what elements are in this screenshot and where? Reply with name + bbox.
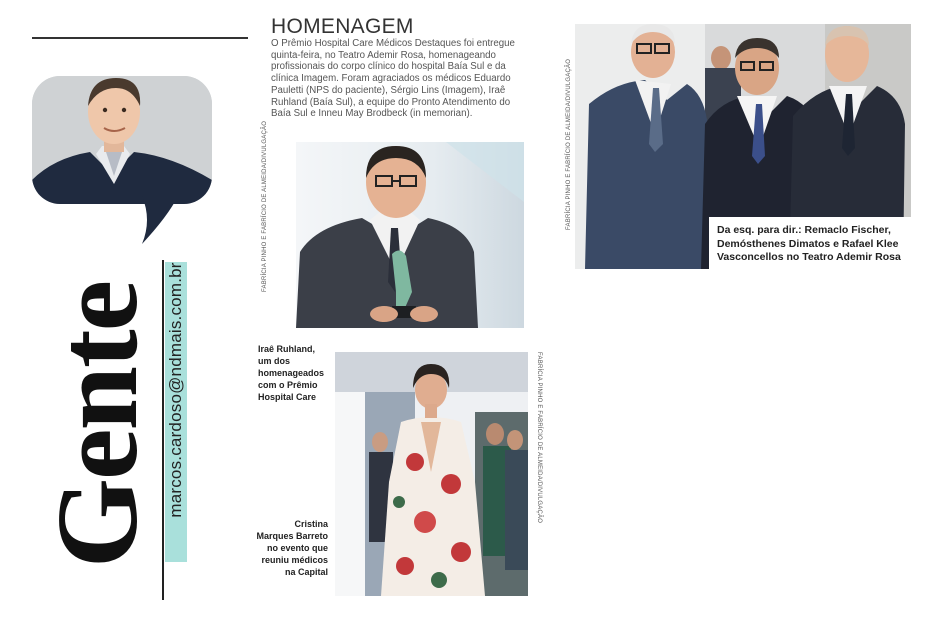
caption-trophy: Iraê Ruhland, um dos homenageados com o Prêmio Hospital Care	[258, 344, 325, 402]
speech-bubble-tail	[138, 196, 178, 244]
photo-credit-trophy: FABRÍCIA PINHO E FABRÍCIO DE ALMEIDA/DIVULGAÇÃO	[262, 120, 268, 292]
photo-credit-group: FABRÍCIA PINHO E FABRÍCIO DE ALMEIDA/DIVULGAÇÃO	[566, 58, 572, 230]
columnist-portrait	[32, 76, 212, 204]
header-rule	[32, 37, 248, 39]
photo-credit-event: FABRÍCIA PINHO E FABRÍCIO DE ALMEIDA/DIVULGAÇÃO	[536, 352, 542, 524]
columnist-photo	[32, 76, 212, 204]
caption-event: Cristina Marques Barreto no evento que reuniu médicos na Capital	[256, 519, 328, 577]
event-photo	[335, 352, 528, 596]
article-headline: HOMENAGEM	[271, 15, 414, 38]
article-body: O Prêmio Hospital Care Médicos Destaques foi entregue quinta-feira, no Teatro Ademir Rosa, homenageando profissionais do corpo clínico do hospital Baía Sul e da clínica Imagem. Foram agraciados os médicos Eduardo Pauletti (NPS do paciente), Sérgio Lins (Imagem), Iraê Ruhland (Baía Sul), a equipe do Pronto Atendimento do Baía Sul e Inneu May Brodbeck (in memorian).	[271, 38, 515, 120]
masthead-rule	[162, 260, 164, 600]
columnist-email[interactable]: marcos.cardoso@ndmais.com.br	[166, 262, 185, 518]
caption-group: Da esq. para dir.: Remaclo Fischer, Demósthenes Dimatos e Rafael Klee Vasconcellos no Teatro Ademir Rosa	[717, 224, 901, 263]
section-title: Gente	[34, 281, 162, 569]
trophy-photo	[296, 142, 524, 328]
